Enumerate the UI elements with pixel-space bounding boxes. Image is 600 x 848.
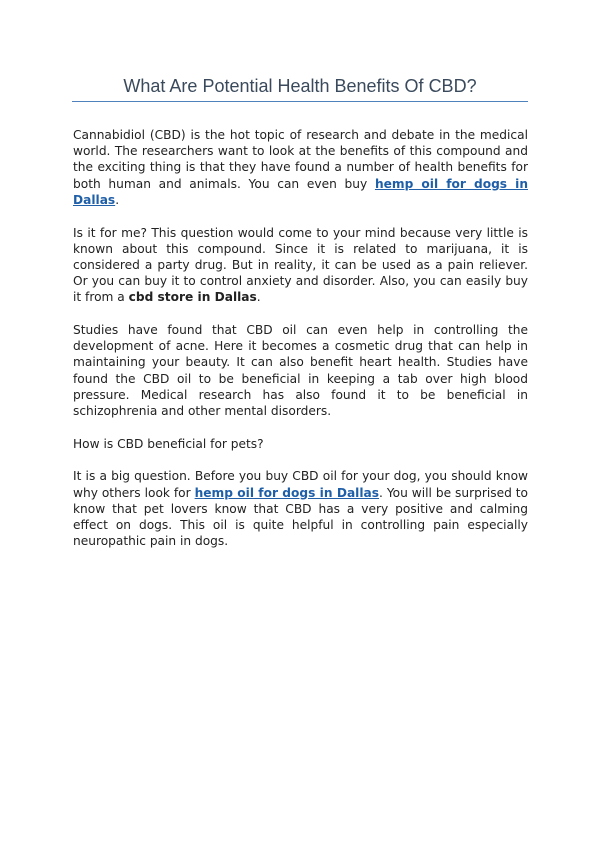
document-body <box>73 127 528 566</box>
paragraph-intro <box>73 127 528 208</box>
paragraph-text: How is CBD beneficial for pets? <box>73 436 264 451</box>
paragraph-pets-question <box>73 436 528 452</box>
hemp-oil-link[interactable]: hemp oil for dogs in Dallas <box>73 176 528 207</box>
paragraph-is-it-for-me <box>73 225 528 306</box>
paragraph-text: It is a big question. Before you buy CBD oil for your dog, you should know why others look for <box>73 469 528 500</box>
cbd-store-bold: cbd store in Dallas <box>128 290 257 305</box>
paragraph-big-question <box>73 468 528 549</box>
paragraph-text: Is it for me? This question would come to your mind because very little is known about this compound. Since it is related to marijuana, it is considered a party drug. But in reality, it can be used as a pain reliever. Or you can buy it to control anxiety and disorder. Also, you can easily buy it from a <box>73 225 528 305</box>
hemp-oil-link-2[interactable]: hemp oil for dogs in Dallas <box>194 485 380 500</box>
page-title: What Are Potential Health Benefits Of CBD? <box>123 76 477 96</box>
paragraph-text: Studies have found that CBD oil can even help in controlling the development of acne. Here it becomes a cosmetic drug that can help in maintaining your beauty. It can also benefit heart health. Studies have found the CBD oil to be beneficial in keeping a tab over high blood pressure. Medical research has also found it to be beneficial in schizophrenia and other mental disorders. <box>73 323 528 419</box>
title-divider <box>72 101 528 102</box>
paragraph-text: . <box>256 290 261 305</box>
paragraph-text: . <box>115 192 120 207</box>
paragraph-text: . You will be surprised to know that pet lovers know that CBD has a very positive and calming effect on dogs. This oil is quite helpful in controlling pain especially neuropathic pain in dogs. <box>73 485 528 549</box>
paragraph-studies <box>73 322 528 419</box>
paragraph-text: Cannabidiol (CBD) is the hot topic of research and debate in the medical world. The researchers want to look at the benefits of this compound and the exciting thing is that they have found a number of health benefits for both human and animals. You can even buy <box>73 128 528 191</box>
